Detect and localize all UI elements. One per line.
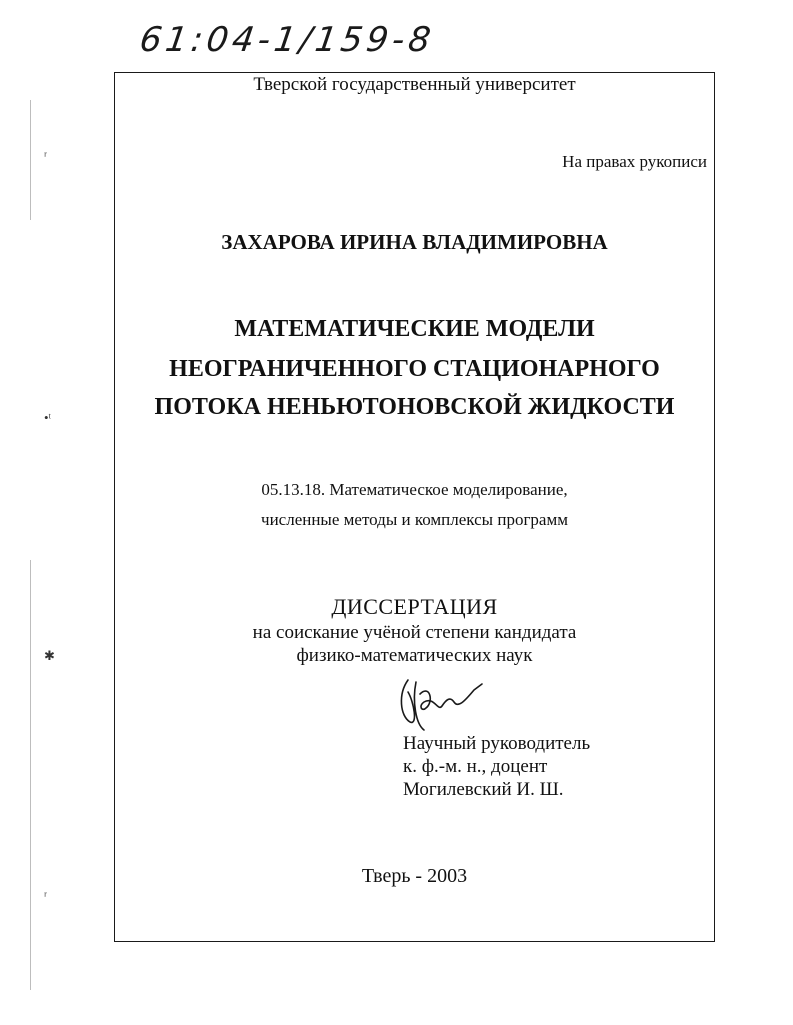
dissertation-title-line-1: МАТЕМАТИЧЕСКИЕ МОДЕЛИ [234,316,595,342]
margin-line-top [30,100,31,220]
margin-mark-2: •ᵗ [44,410,52,425]
specialty-line-2: численные методы и комплексы программ [261,510,568,529]
manuscript-note: На правах рукописи [562,152,707,171]
title-page-frame [114,72,715,942]
supervisor-line-3: Могилевский И. Ш. [403,779,564,800]
degree-line-1: на соискание учёной степени кандидата [252,622,577,643]
author-name: ЗАХАРОВА ИРИНА ВЛАДИМИРОВНА [221,230,608,254]
supervisor-line-1: Научный руководитель [403,733,591,754]
signature [394,672,490,734]
dissertation-title-line-3: ПОТОКА НЕНЬЮТОНОВСКОЙ ЖИДКОСТИ [154,394,675,420]
university-name: Тверской государственный университет [253,74,576,95]
dissertation-title-line-2: НЕОГРАНИЧЕННОГО СТАЦИОНАРНОГО [169,356,660,382]
dissertation-label: ДИССЕРТАЦИЯ [331,594,498,619]
city-year: Тверь - 2003 [361,865,468,887]
margin-line-bottom [30,560,31,990]
margin-mark-1: ʳ [44,148,47,163]
margin-mark-4: ʳ [44,888,47,903]
margin-mark-3: ✱ [44,648,55,663]
specialty-line-1: 05.13.18. Математическое моделирование, [261,480,568,499]
handwritten-catalog-code: 61:04-1/159-8 [137,20,437,60]
supervisor-line-2: к. ф.-м. н., доцент [403,756,548,777]
degree-line-2: физико-математических наук [296,645,533,666]
